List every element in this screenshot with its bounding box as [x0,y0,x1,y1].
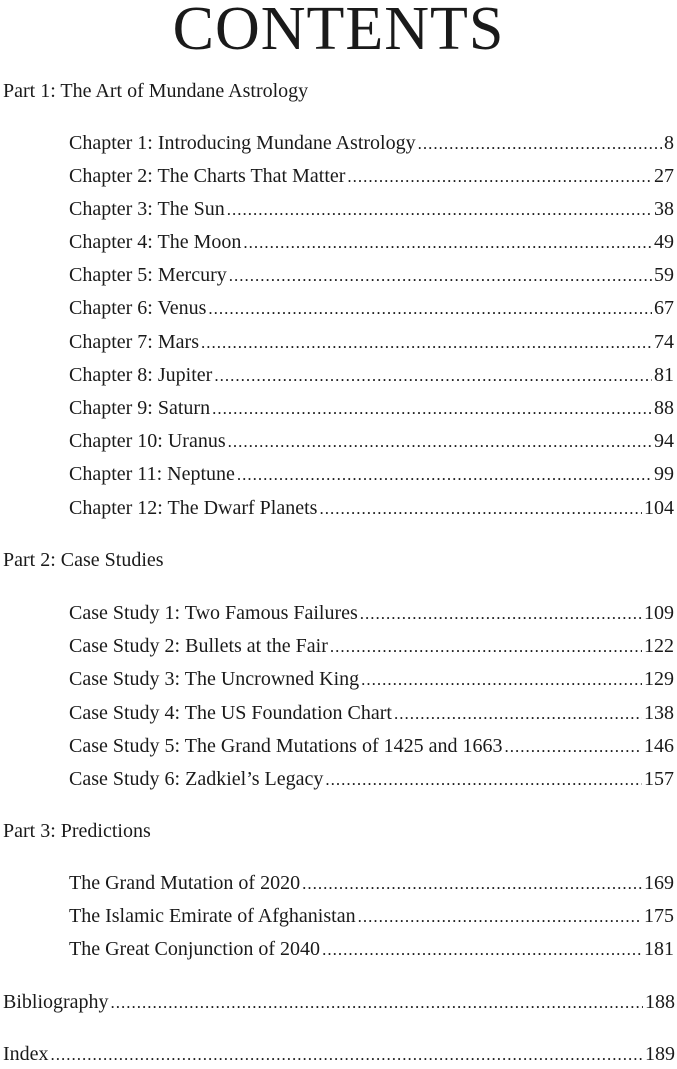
entry-label: Chapter 6: Venus [69,297,207,319]
toc-entry[interactable] [69,667,674,692]
toc-entry[interactable] [69,363,674,388]
entry-label: Chapter 8: Jupiter [69,364,213,386]
toc-entry[interactable] [69,601,674,626]
entry-page-number: 138 [644,702,674,724]
toc-entry[interactable] [69,871,674,896]
toc-entry[interactable] [69,462,674,487]
part-heading: Part 3: Predictions [3,820,151,842]
entry-page-number: 74 [654,331,674,353]
toc-entry[interactable] [69,230,674,255]
toc-entry[interactable] [69,634,674,659]
toc-entry[interactable] [69,396,674,421]
entry-label: Bibliography [3,991,109,1013]
entry-page-number: 169 [644,872,674,894]
entry-page-number: 157 [644,768,674,790]
entry-label: Case Study 2: Bullets at the Fair [69,635,328,657]
entry-page-number: 49 [654,231,674,253]
page-title: CONTENTS [172,0,505,63]
entry-label: Chapter 10: Uranus [69,430,226,452]
entry-label: Chapter 11: Neptune [69,463,235,485]
entry-label: Chapter 2: The Charts That Matter [69,165,346,187]
toc-entry-index[interactable] [3,1042,675,1067]
leader-dots [325,768,642,792]
entry-label: Case Study 3: The Uncrowned King [69,668,360,690]
leader-dots [208,297,652,321]
entry-label: Chapter 5: Mercury [69,264,227,286]
leader-dots [237,463,652,487]
entry-page-number: 188 [645,991,675,1013]
entry-label: Chapter 1: Introducing Mundane Astrology [69,132,416,154]
toc-entry[interactable] [69,767,674,792]
toc-entry[interactable] [69,330,674,355]
leader-dots [111,991,643,1015]
toc-entry[interactable] [69,197,674,222]
entry-label: The Great Conjunction of 2040 [69,938,321,960]
entry-label: Case Study 4: The US Foundation Chart [69,702,392,724]
entry-page-number: 104 [644,497,674,519]
leader-dots [229,264,652,288]
toc-entry[interactable] [69,904,674,929]
leader-dots [228,430,652,454]
toc-entry[interactable] [69,937,674,962]
toc-entry[interactable] [69,734,674,759]
entry-page-number: 109 [644,602,674,624]
part-heading: Part 1: The Art of Mundane Astrology [3,80,309,102]
entry-page-number: 99 [654,463,674,485]
leader-dots [322,938,642,962]
entry-page-number: 175 [644,905,674,927]
leader-dots [319,497,642,521]
entry-label: Chapter 4: The Moon [69,231,242,253]
part-heading: Part 2: Case Studies [3,549,164,571]
toc-entry[interactable] [69,164,674,189]
entry-page-number: 181 [644,938,674,960]
leader-dots [394,702,642,726]
leader-dots [358,905,642,929]
leader-dots [418,132,662,156]
leader-dots [360,602,642,626]
entry-page-number: 94 [654,430,674,452]
entry-label: Chapter 3: The Sun [69,198,225,220]
leader-dots [347,165,652,189]
toc-entry[interactable] [69,701,674,726]
leader-dots [51,1043,643,1067]
entry-label: Index [3,1043,49,1065]
entry-page-number: 122 [644,635,674,657]
leader-dots [330,635,642,659]
entry-page-number: 8 [664,132,674,154]
entry-label: The Islamic Emirate of Afghanistan [69,905,356,927]
entry-page-number: 38 [654,198,674,220]
leader-dots [361,668,642,692]
entry-label: Chapter 12: The Dwarf Planets [69,497,318,519]
entry-label: Chapter 9: Saturn [69,397,211,419]
entry-page-number: 81 [654,364,674,386]
leader-dots [243,231,652,255]
entry-label: Case Study 1: Two Famous Failures [69,602,358,624]
entry-label: The Grand Mutation of 2020 [69,872,301,894]
entry-label: Case Study 5: The Grand Mutations of 1425 and 1663 [69,735,503,757]
leader-dots [227,198,652,222]
leader-dots [214,364,652,388]
entry-page-number: 27 [654,165,674,187]
toc-entry-bibliography[interactable] [3,990,675,1015]
entry-page-number: 189 [645,1043,675,1065]
entry-label: Case Study 6: Zadkiel’s Legacy [69,768,324,790]
leader-dots [504,735,642,759]
entry-page-number: 67 [654,297,674,319]
toc-entry[interactable] [69,131,674,156]
entry-page-number: 129 [644,668,674,690]
entry-page-number: 59 [654,264,674,286]
entry-page-number: 88 [654,397,674,419]
toc-entry[interactable] [69,296,674,321]
leader-dots [212,397,652,421]
toc-entry[interactable] [69,429,674,454]
leader-dots [201,331,652,355]
entry-page-number: 146 [644,735,674,757]
toc-entry[interactable] [69,496,674,521]
entry-label: Chapter 7: Mars [69,331,199,353]
toc-entry[interactable] [69,263,674,288]
leader-dots [302,872,642,896]
